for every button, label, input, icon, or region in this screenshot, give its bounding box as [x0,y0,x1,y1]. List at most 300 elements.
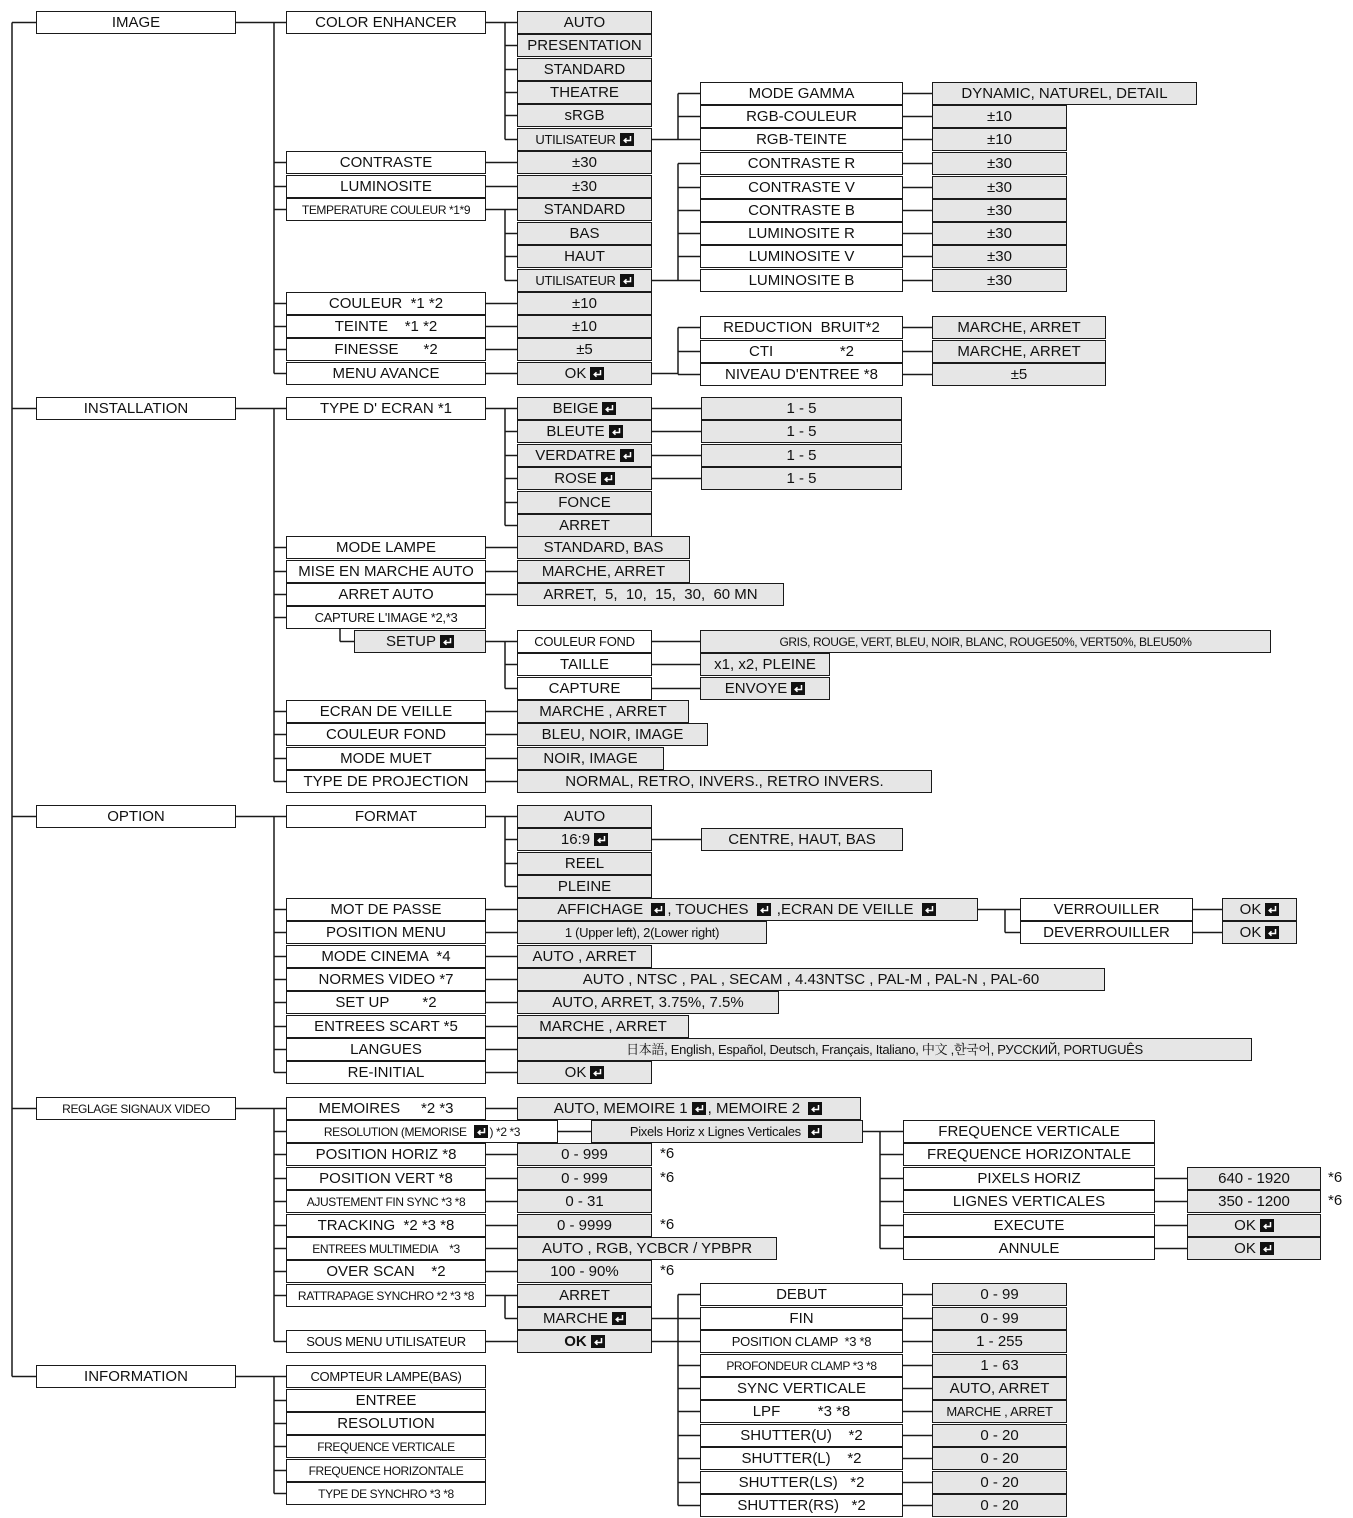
menu-node-n-setup [354,630,486,653]
menu-node-o-mode-cinema [286,945,486,968]
menu-node-sm-pos-clamp [700,1330,903,1353]
node-label: TEINTE *1 *2 [334,318,438,335]
node-label: RGB-TEINTE [756,131,847,148]
node-label: TRACKING *2 *3 *8 [317,1217,455,1234]
node-label: POSITION HORIZ *8 [315,1146,457,1163]
node-label: 0 - 20 [980,1497,1019,1514]
menu-node-te-fonce [517,491,652,514]
node-label: NORMAL, RETRO, INVERS., RETRO INVERS. [565,773,884,790]
menu-node-v-rose [701,467,902,490]
menu-node-v-mode-cinema [517,945,652,968]
menu-node-i-finesse [286,338,486,361]
node-label: CONTRASTE V [748,179,855,196]
node-label: NORMES VIDEO *7 [318,971,454,988]
node-label: NOIR, IMAGE [543,750,638,767]
node-label: MARCHE, ARRET [541,563,666,580]
node-label: FREQUENCE VERTICALE [938,1123,1120,1140]
node-label: 100 - 90% [550,1263,619,1280]
node-label: ±5 [576,341,593,358]
menu-node-v-couleur-fond [517,723,708,746]
menu-node-information [36,1365,236,1388]
node-label: LUMINOSITE R [748,225,855,242]
node-label: OVER SCAN *2 [326,1263,446,1280]
node-label: UTILISATEUR [535,273,616,288]
node-label: ±30 [987,155,1012,172]
menu-node-v-pos-menu [517,921,767,944]
menu-node-v-resolution [591,1120,863,1143]
menu-node-res-pixels [903,1167,1155,1190]
menu-node-ce-std [517,58,652,81]
menu-node-v-rgb-teinte [932,128,1067,151]
node-label: LUMINOSITE B [748,272,855,289]
menu-node-ce-theatre [517,81,652,104]
menu-node-res-annule [903,1237,1155,1260]
node-label: BLEUTE [546,423,605,440]
menu-node-f-169 [517,828,652,851]
node-label: POSITION CLAMP *3 *8 [731,1334,872,1349]
node-label: ARRET [559,1287,610,1304]
menu-node-v-normes [517,968,1105,991]
node-label: PIXELS HORIZ [977,1170,1081,1187]
menu-node-inf-entree [286,1389,486,1412]
menu-node-n-mode-muet [286,747,486,770]
node-label: FREQUENCE VERTICALE [317,1439,455,1454]
menu-node-v-sm-debut [932,1283,1067,1306]
menu-node-n-ecran-veille [286,700,486,723]
node-label: CAPTURE L'IMAGE *2,*3 [314,610,458,625]
menu-node-f-pleine [517,875,652,898]
enter-key-icon [692,1102,706,1115]
menu-node-v-luminosite [517,175,652,198]
menu-node-i-temp [286,198,486,221]
menu-node-n-type-ecran [286,397,486,420]
menu-node-v-ratt-arret [517,1284,652,1307]
enter-key-icon [1265,903,1279,916]
node-text-part: RESOLUTION (MEMORISE [323,1124,470,1139]
node-label: TYPE DE PROJECTION [303,773,469,790]
menu-node-niveau [700,363,903,386]
node-label: RATTRAPAGE SYNCHRO *2 *3 *8 [297,1288,475,1303]
menu-node-v-finesse [517,338,652,361]
menu-node-v-sm-sh-l [932,1447,1067,1470]
menu-node-o-normes [286,968,486,991]
footnote-marker: *6 [1328,1192,1343,1209]
node-label: BEIGE [552,400,599,417]
node-label: FIN [789,1310,814,1327]
node-label: 640 - 1920 [1218,1170,1290,1187]
menu-node-v-sm-prof-clamp [932,1354,1067,1377]
menu-node-v-contraste [517,151,652,174]
enter-key-icon [591,1335,605,1348]
node-label: 0 - 31 [565,1193,604,1210]
menu-node-i-luminosite [286,175,486,198]
node-label: COMPTEUR LAMPE(BAS) [310,1369,462,1384]
node-label: FREQUENCE HORIZONTALE [308,1463,464,1478]
menu-node-v-reinit [517,1061,652,1084]
menu-node-ce-srgb [517,104,652,127]
node-label: ±30 [572,178,597,195]
node-label: UTILISATEUR [535,132,616,147]
menu-node-ce-auto [517,11,652,34]
menu-node-cti [700,340,903,363]
menu-node-r-resolution [286,1120,558,1143]
node-label: SYNC VERTICALE [737,1380,866,1397]
node-label: VERROUILLER [1053,901,1160,918]
enter-key-icon [609,425,623,438]
menu-node-v-contraste-r [932,152,1067,175]
enter-key-icon [594,833,608,846]
node-label: ENVOYE [724,680,788,697]
menu-node-v-beige [701,397,902,420]
node-label: ROSE [554,470,597,487]
node-label: TYPE DE SYNCHRO *3 *8 [318,1486,454,1501]
node-label: MEMOIRES *2 *3 [318,1100,454,1117]
node-label: SETUP [385,633,436,650]
menu-node-inf-freq-v [286,1435,486,1458]
menu-node-v-s-capture [700,677,830,700]
menu-node-inf-compteur [286,1365,486,1388]
menu-node-luminosite-r [700,222,903,245]
menu-node-r-rattrapage [286,1284,486,1307]
enter-key-icon [1265,926,1279,939]
menu-node-o-scart [286,1015,486,1038]
node-label: 0 - 9999 [556,1217,613,1234]
node-label: CONTRASTE B [748,202,855,219]
menu-node-v-ecran-veille [517,700,689,723]
node-label: 1 - 5 [786,423,817,440]
node-label: ±10 [987,131,1012,148]
node-label: OPTION [107,808,165,825]
node-label: POSITION MENU [325,924,446,941]
menu-node-v-ajust [517,1190,652,1213]
node-label: ARRET [559,517,610,534]
menu-node-inf-resolution [286,1412,486,1435]
menu-node-v-mise-marche [517,560,690,583]
menu-node-v-sm-lpf [932,1400,1067,1423]
menu-node-i-contraste [286,151,486,174]
enter-key-icon [1260,1219,1274,1232]
menu-node-r-memoires [286,1097,486,1120]
node-text-part: , TOUCHES [667,901,753,918]
menu-node-o-langues [286,1038,486,1061]
node-label: 日本語, English, Español, Deutsch, Français, Italiano, 中文 ,한국어, РУССКИЙ, PORTUGUÊS [626,1042,1143,1057]
menu-node-n-arret-auto [286,583,486,606]
node-label: CONTRASTE [339,154,433,171]
menu-node-sm-fin [700,1307,903,1330]
menu-node-res-lignes [903,1190,1155,1213]
menu-node-v-setup [517,991,779,1014]
enter-key-icon [791,682,805,695]
footnote-marker: *6 [660,1169,675,1186]
enter-key-icon [808,1125,822,1138]
menu-node-te-rose [517,467,652,490]
node-label: TAILLE [560,656,609,673]
node-label: ARRET AUTO [338,586,434,603]
menu-node-v-couleur [517,292,652,315]
menu-node-n-mode-lampe [286,536,486,559]
node-label: SET UP *2 [335,994,437,1011]
node-label: ARRET, 5, 10, 15, 30, 60 MN [543,586,758,603]
node-label: VERDATRE [535,447,616,464]
menu-node-v-res-pixels [1187,1167,1321,1190]
enter-key-icon [474,1125,488,1138]
node-label: ±30 [987,202,1012,219]
menu-node-res-freq-h [903,1143,1155,1166]
enter-key-icon [651,903,665,916]
node-label: 0 - 999 [561,1170,608,1187]
menu-node-sm-lpf [700,1400,903,1423]
node-label: MARCHE, ARRET [957,319,1081,336]
node-text-part: , MEMOIRE 2 [707,1100,805,1117]
menu-node-i-teinte [286,315,486,338]
node-label: FINESSE *2 [334,341,438,358]
node-label: STANDARD [543,201,626,218]
node-label: ±30 [987,248,1012,265]
node-label: AUTO [563,808,606,825]
node-label: 1 (Upper left), 2(Lower right) [564,925,720,940]
menu-node-v-pos-horiz [517,1143,652,1166]
menu-node-v-sm-sh-rs [932,1494,1067,1517]
menu-node-v-ratt-marche [517,1307,652,1330]
menu-node-v-luminosite-r [932,222,1067,245]
menu-node-tc-haut [517,245,652,268]
menu-node-r-over-scan [286,1260,486,1283]
menu-node-sm-debut [700,1283,903,1306]
enter-key-icon [922,903,936,916]
menu-node-tc-user [517,269,652,292]
node-label: 0 - 20 [980,1450,1019,1467]
menu-node-te-verdatre [517,444,652,467]
node-label: CAPTURE [548,680,621,697]
menu-node-o-setup [286,991,486,1014]
node-label: DYNAMIC, NATUREL, DETAIL [961,85,1168,102]
node-label: MODE LAMPE [335,539,437,556]
node-label: SHUTTER(L) *2 [741,1450,862,1467]
menu-node-v-sous-menu [517,1330,652,1353]
menu-node-te-bleute [517,420,652,443]
node-label: MODE GAMMA [748,85,855,102]
node-label: OK [1239,901,1262,918]
node-label: DEBUT [776,1286,827,1303]
node-label: CONTRASTE R [747,155,856,172]
node-label: TYPE D' ECRAN *1 [319,400,453,417]
menu-node-v-res-lignes [1187,1190,1321,1213]
node-label: ENTREES SCART *5 [314,1018,458,1035]
menu-node-v-contraste-v [932,176,1067,199]
menu-node-r-ajust [286,1190,486,1213]
menu-node-v-res-execute [1187,1214,1321,1237]
menu-node-n-couleur-fond [286,723,486,746]
node-label: STANDARD [543,61,626,78]
node-label: OK [564,1333,587,1350]
node-label: MODE CINEMA *4 [321,948,451,965]
enter-key-icon [1260,1242,1274,1255]
node-label: ENTREE [355,1392,417,1409]
menu-node-contraste-v [700,176,903,199]
node-label: MODE MUET [340,750,432,767]
menu-node-v-memoires [517,1097,861,1120]
node-label: MENU AVANCE [332,365,440,382]
menu-node-s-taille [517,653,652,676]
node-label: ±10 [572,295,597,312]
menu-node-sm-sh-l [700,1447,903,1470]
node-text-part: AFFICHAGE [557,901,648,918]
node-label: LPF *3 *8 [752,1403,851,1420]
menu-node-v-s-couleur-fond [700,630,1271,653]
menu-node-r-pos-vert [286,1167,486,1190]
node-label: ±5 [1010,366,1028,383]
menu-node-ce-user [517,128,652,151]
menu-node-v-mode-gamma [932,82,1197,105]
menu-node-sm-prof-clamp [700,1354,903,1377]
menu-node-luminosite-b [700,269,903,292]
menu-node-ce-pres [517,34,652,57]
menu-node-v-langues [517,1038,1252,1061]
menu-node-sm-sh-rs [700,1494,903,1517]
menu-node-f-reel [517,852,652,875]
node-label: REGLAGE SIGNAUX VIDEO [62,1101,210,1116]
menu-node-i-couleur [286,292,486,315]
node-label: 16:9 [560,831,591,848]
node-label: 1 - 255 [976,1333,1023,1350]
menu-node-deverrouiller [1020,921,1193,944]
node-label: MARCHE , ARRET [946,1404,1053,1419]
node-text-part: Pixels Horiz x Lignes Verticales [629,1124,805,1139]
menu-node-v-type-proj [517,770,932,793]
footnote-marker: *6 [660,1262,675,1279]
menu-node-n-mise-marche [286,560,486,583]
menu-node-te-arret [517,514,652,537]
node-label: sRGB [564,107,605,124]
node-label: AJUSTEMENT FIN SYNC *3 *8 [306,1194,466,1209]
node-label: COULEUR FOND [325,726,446,743]
menu-node-f-auto [517,805,652,828]
node-label: COLOR ENHANCER [315,14,457,31]
node-label: MARCHE [542,1310,608,1327]
node-label: SHUTTER(RS) *2 [737,1497,866,1514]
menu-node-i-menu-avance [286,362,486,385]
node-label: x1, x2, PLEINE [714,656,816,673]
node-label: AUTO, ARRET, 3.75%, 7.5% [552,994,744,1011]
menu-node-contraste-b [700,199,903,222]
enter-key-icon [602,402,616,415]
menu-node-v-red-bruit [932,316,1106,339]
enter-key-icon [620,449,634,462]
menu-node-res-freq-v [903,1120,1155,1143]
node-label: CENTRE, HAUT, BAS [728,831,876,848]
node-label: 0 - 20 [980,1474,1019,1491]
menu-node-s-couleur-fond [517,630,652,653]
node-label: LIGNES VERTICALES [952,1193,1106,1210]
menu-node-v-contraste-b [932,199,1067,222]
menu-node-v-rgb-couleur [932,105,1067,128]
node-label: 1 - 5 [786,470,817,487]
menu-node-v-bleute [701,420,902,443]
menu-node-red-bruit [700,316,903,339]
menu-node-v-res-annule [1187,1237,1321,1260]
node-label: FONCE [558,494,611,511]
node-label: SOUS MENU UTILISATEUR [306,1334,466,1349]
menu-node-n-capture [286,606,486,629]
menu-node-sm-sh-u [700,1424,903,1447]
menu-node-n-type-proj [286,770,486,793]
node-label: ±30 [987,272,1012,289]
node-label: AUTO , NTSC , PAL , SECAM , 4.43NTSC , PAL-M , PAL-N , PAL-60 [582,971,1040,988]
node-label: FREQUENCE HORIZONTALE [927,1146,1131,1163]
footnote-marker: *6 [1328,1169,1343,1186]
node-label: AUTO , RGB, YCBCR / YPBPR [541,1240,753,1257]
node-label: LUMINOSITE [340,178,432,195]
node-label: RE-INITIAL [347,1064,425,1081]
menu-node-s-capture [517,677,652,700]
menu-node-contraste-r [700,152,903,175]
node-label: SHUTTER(U) *2 [740,1427,863,1444]
menu-node-v-verrouiller [1222,898,1297,921]
node-label: POSITION VERT *8 [319,1170,453,1187]
node-label: THEATRE [550,84,619,101]
menu-node-reglage [36,1097,236,1120]
menu-node-v-luminosite-b [932,269,1067,292]
menu-node-i-color-enh [286,11,486,34]
node-label: LANGUES [350,1041,422,1058]
menu-node-rgb-teinte [700,128,903,151]
node-label: ENTREES MULTIMEDIA *3 [312,1241,460,1256]
node-label: FORMAT [354,808,418,825]
node-label: SHUTTER(LS) *2 [738,1474,865,1491]
menu-node-v-tracking [517,1214,652,1237]
enter-key-icon [808,1102,822,1115]
footnote-marker: *6 [660,1145,675,1162]
menu-node-verrouiller [1020,898,1193,921]
node-label: 0 - 99 [980,1310,1019,1327]
node-label: REDUCTION BRUIT*2 [723,319,880,336]
node-label: STANDARD, BAS [543,539,664,556]
node-label: MOT DE PASSE [330,901,442,918]
node-label: TEMPERATURE COULEUR *1*9 [301,202,471,217]
menu-node-option [36,805,236,828]
node-label: INFORMATION [84,1368,188,1385]
menu-node-v-cti [932,340,1106,363]
node-label: ±10 [987,108,1012,125]
node-label: 1 - 5 [786,447,817,464]
node-label: 0 - 999 [561,1146,608,1163]
menu-node-v-scart [517,1015,689,1038]
menu-node-r-sous-menu [286,1330,486,1353]
menu-node-v-verdatre [701,444,902,467]
menu-node-tc-bas [517,222,652,245]
enter-key-icon [620,274,634,287]
enter-key-icon [757,903,771,916]
node-label: COULEUR FOND [534,634,635,649]
menu-node-v-over-scan [517,1260,652,1283]
enter-key-icon [590,1066,604,1079]
menu-node-o-mot-passe [286,898,486,921]
menu-node-v-sm-sh-ls [932,1471,1067,1494]
node-label: RGB-COULEUR [746,108,857,125]
node-label: ±30 [987,179,1012,196]
node-label: OK [1234,1240,1256,1257]
node-label: REEL [564,855,605,872]
node-label: BLEU, NOIR, IMAGE [541,726,684,743]
menu-node-inf-type-sync [286,1482,486,1505]
menu-node-inf-freq-h [286,1459,486,1482]
node-label: MARCHE , ARRET [539,1018,667,1035]
node-label: MARCHE , ARRET [539,703,667,720]
menu-node-luminosite-v [700,245,903,268]
node-label: AUTO [563,14,606,31]
node-label: RESOLUTION [337,1415,435,1432]
menu-node-v-sm-pos-clamp [932,1330,1067,1353]
